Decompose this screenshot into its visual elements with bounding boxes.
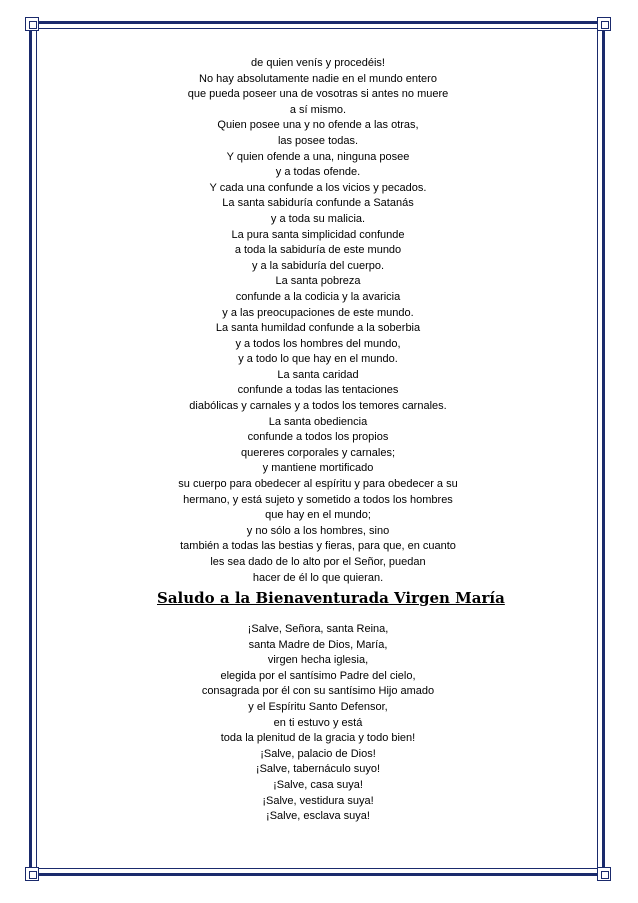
poem-line: Y cada una confunde a los vicios y pecados. (209, 181, 427, 194)
poem-line: confunde a la codicia y la avaricia (235, 290, 401, 303)
poem-line: ¡Salve, vestidura suya! (262, 794, 374, 807)
poem-line: confunde a todas las tentaciones (237, 384, 399, 397)
corner-ornament-bottom-left (25, 867, 39, 881)
poem-line: que pueda poseer una de vosotras si antes no muere (187, 88, 449, 101)
poem-line: y a todos los hombres del mundo, (235, 337, 401, 350)
section-heading: Saludo a la Bienaventurada Virgen María (157, 589, 505, 607)
poem-line: toda la plenitud de la gracia y todo bien! (220, 732, 416, 745)
poem-line: y el Espíritu Santo Defensor, (248, 700, 388, 713)
poem-line: ¡Salve, casa suya! (273, 778, 363, 791)
poem-line: las posee todas. (277, 134, 359, 147)
poem-line: diabólicas y carnales y a todos los temores carnales. (189, 400, 447, 413)
poem-line: su cuerpo para obedecer al espíritu y para obedecer a su (178, 478, 458, 491)
poem-line: y no sólo a los hombres, sino (246, 524, 390, 537)
poem-line: hermano, y está sujeto y sometido a todos los hombres (183, 493, 453, 506)
poem-line: La santa pobreza (275, 275, 361, 288)
poem-line: consagrada por él con su santísimo Hijo amado (201, 685, 435, 698)
poem-line: La pura santa simplicidad confunde (231, 228, 405, 241)
poem-part1 (157, 56, 479, 586)
poem-line: ¡Salve, Señora, santa Reina, (247, 623, 389, 635)
corner-ornament-bottom-right (597, 867, 611, 881)
poem-line: La santa obediencia (268, 415, 368, 428)
poem-line: ¡Salve, tabernáculo suyo! (255, 763, 381, 776)
poem-line: quereres corporales y carnales; (240, 446, 396, 459)
poem-line: La santa sabiduría confunde a Satanás (222, 197, 414, 210)
corner-ornament-top-right (597, 17, 611, 31)
poem-line: y a la sabiduría del cuerpo. (251, 259, 385, 272)
poem-line: les sea dado de lo alto por el Señor, puedan (210, 556, 426, 568)
poem-line: a sí mismo. (289, 103, 347, 116)
poem-line: virgen hecha iglesia, (267, 654, 369, 667)
poem-line: La santa caridad (277, 368, 359, 381)
poem-line: y mantiene mortificado (262, 462, 374, 475)
poem-line: y a las preocupaciones de este mundo. (222, 306, 414, 319)
poem-line: a toda la sabiduría de este mundo (234, 244, 402, 257)
poem-line: hacer de él lo que quieran. (252, 571, 384, 584)
poem-line: Y quien ofende a una, ninguna posee (226, 150, 410, 163)
poem-line: ¡Salve, palacio de Dios! (260, 747, 376, 760)
poem-line: y a todas ofende. (275, 166, 361, 179)
poem-part2 (157, 622, 479, 825)
poem-line: también a todas las bestias y fieras, para que, en cuanto (180, 540, 456, 553)
poem-line: santa Madre de Dios, María, (248, 638, 388, 651)
poem-line: Quien posee una y no ofende a las otras, (217, 119, 419, 132)
poem-line: No hay absolutamente nadie en el mundo entero (199, 72, 437, 85)
poem-line: y a toda su malicia. (270, 212, 366, 225)
poem-line: elegida por el santísimo Padre del cielo, (220, 669, 416, 682)
poem-line: y a todo lo que hay en el mundo. (238, 353, 398, 366)
poem-line: La santa humildad confunde a la soberbia (215, 322, 421, 335)
corner-ornament-top-left (25, 17, 39, 31)
poem-line: de quien venís y procedéis! (251, 57, 385, 69)
poem-line: confunde a todos los propios (247, 431, 389, 444)
poem-line: ¡Salve, esclava suya! (266, 810, 370, 823)
poem-line: en ti estuvo y está (273, 716, 363, 729)
poem-line: que hay en el mundo; (265, 509, 371, 522)
